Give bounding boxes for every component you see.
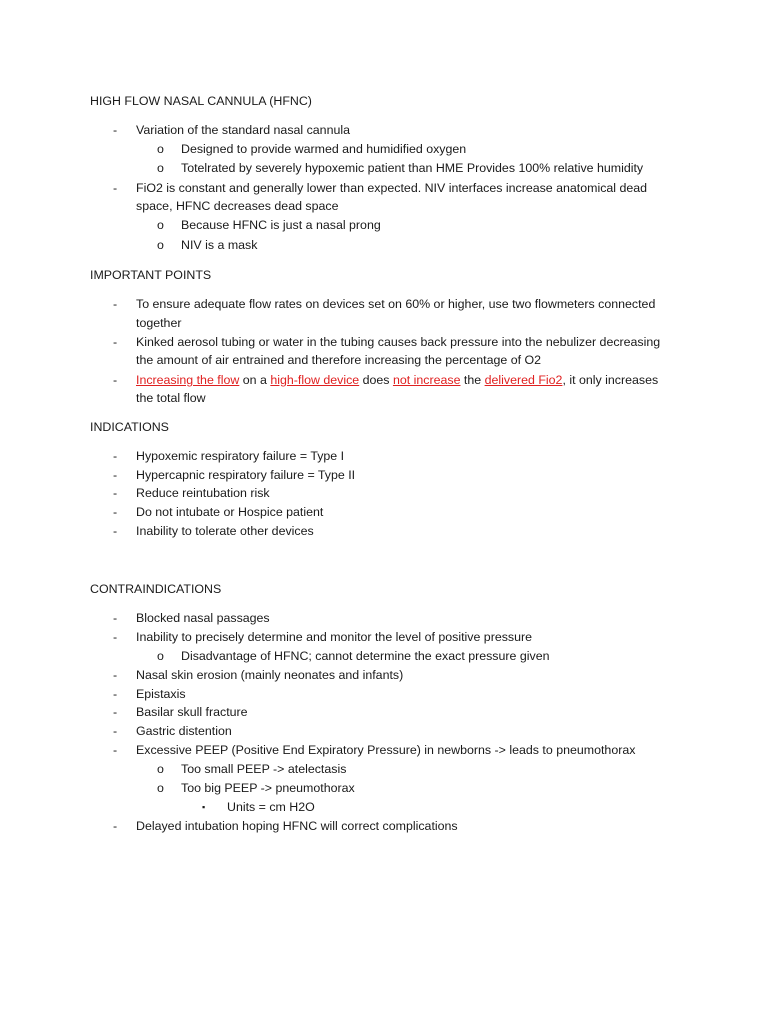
sub-list-item: Too small PEEP -> atelectasis <box>181 762 347 776</box>
list-item: Basilar skull fracture <box>136 705 248 719</box>
list-item-continuation: space, HFNC decreases dead space <box>136 199 339 213</box>
dash-bullet: - <box>113 468 118 482</box>
dash-bullet: - <box>113 505 118 519</box>
dash-bullet: - <box>113 687 118 701</box>
dash-bullet: - <box>113 819 118 833</box>
dash-bullet: - <box>113 524 118 538</box>
dash-bullet: - <box>113 705 118 719</box>
dash-bullet: - <box>113 486 118 500</box>
text-fragment: on a <box>239 373 271 387</box>
circle-bullet: o <box>157 218 164 232</box>
list-item: Kinked aerosol tubing or water in the tubing causes back pressure into the nebulizer decreasing <box>136 335 661 349</box>
dash-bullet: - <box>113 297 118 311</box>
list-item: Blocked nasal passages <box>136 611 270 625</box>
heading-hfnc: HIGH FLOW NASAL CANNULA (HFNC) <box>90 94 312 108</box>
list-item: Gastric distention <box>136 724 232 738</box>
list-item: Variation of the standard nasal cannula <box>136 123 350 137</box>
list-item: Epistaxis <box>136 687 186 701</box>
dash-bullet: - <box>113 630 118 644</box>
circle-bullet: o <box>157 161 164 175</box>
sub-list-item: Too big PEEP -> pneumothorax <box>181 781 355 795</box>
text-fragment: does <box>359 373 393 387</box>
heading-important-points: IMPORTANT POINTS <box>90 268 212 282</box>
dash-bullet: - <box>113 743 118 757</box>
list-item: FiO2 is constant and generally lower than expected. NIV interfaces increase anatomical dead <box>136 181 648 195</box>
sub-list-item: NIV is a mask <box>181 238 258 252</box>
list-item: Do not intubate or Hospice patient <box>136 505 324 519</box>
dash-bullet: - <box>113 611 118 625</box>
sub-list-item: Designed to provide warmed and humidified oxygen <box>181 142 467 156</box>
circle-bullet: o <box>157 762 164 776</box>
list-item: Inability to tolerate other devices <box>136 524 314 538</box>
dash-bullet: - <box>113 373 118 387</box>
list-item: Excessive PEEP (Positive End Expiratory Pressure) in newborns -> leads to pneumothorax <box>136 743 636 757</box>
list-item-continuation: the total flow <box>136 391 206 405</box>
square-bullet: ▪ <box>202 802 206 812</box>
text-fragment: the <box>460 373 485 387</box>
dash-bullet: - <box>113 335 118 349</box>
circle-bullet: o <box>157 649 164 663</box>
list-item: Hypoxemic respiratory failure = Type I <box>136 449 345 463</box>
highlight-delivered-fio2: delivered Fio2 <box>484 373 563 387</box>
list-item-continuation: together <box>136 316 182 330</box>
sub-list-item: Totelrated by severely hypoxemic patient than HME Provides 100% relative humidity <box>181 161 644 175</box>
list-item: Hypercapnic respiratory failure = Type II <box>136 468 356 482</box>
list-item: Inability to precisely determine and monitor the level of positive pressure <box>136 630 533 644</box>
dash-bullet: - <box>113 668 118 682</box>
list-item: Nasal skin erosion (mainly neonates and infants) <box>136 668 404 682</box>
heading-contraindications: CONTRAINDICATIONS <box>90 582 222 596</box>
dash-bullet: - <box>113 123 118 137</box>
text-fragment: , it only increases <box>562 373 659 387</box>
list-item: To ensure adequate flow rates on devices set on 60% or higher, use two flowmeters connected <box>136 297 656 311</box>
heading-indications: INDICATIONS <box>90 420 169 434</box>
sub-sub-list-item: Units = cm H2O <box>227 800 315 814</box>
list-item: Reduce reintubation risk <box>136 486 270 500</box>
list-item-highlighted <box>136 373 658 388</box>
list-item-continuation: the amount of air entrained and therefore increasing the percentage of O2 <box>136 353 542 367</box>
list-item: Delayed intubation hoping HFNC will correct complications <box>136 819 458 833</box>
circle-bullet: o <box>157 781 164 795</box>
circle-bullet: o <box>157 142 164 156</box>
circle-bullet: o <box>157 238 164 252</box>
highlight-increasing-flow: Increasing the flow <box>136 373 240 387</box>
dash-bullet: - <box>113 724 118 738</box>
sub-list-item: Disadvantage of HFNC; cannot determine the exact pressure given <box>181 649 550 663</box>
highlight-not-increase: not increase <box>392 373 461 387</box>
dash-bullet: - <box>113 449 118 463</box>
dash-bullet: - <box>113 181 118 195</box>
sub-list-item: Because HFNC is just a nasal prong <box>181 218 381 232</box>
highlight-high-flow-device: high-flow device <box>270 373 360 387</box>
